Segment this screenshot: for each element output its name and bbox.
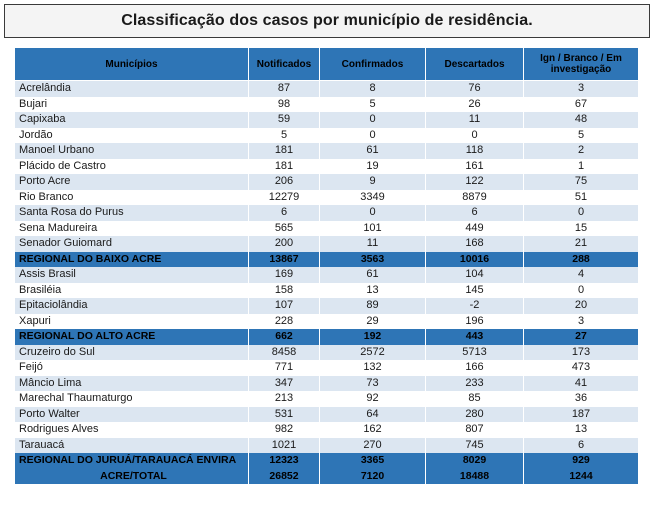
ign-cell: 3 — [524, 81, 639, 97]
header-notificados: Notificados — [249, 48, 320, 81]
table-row — [15, 128, 639, 144]
municipio-cell: Capixaba — [15, 112, 249, 128]
municipio-cell: Epitaciolândia — [15, 298, 249, 314]
notificados-cell: 771 — [249, 360, 320, 376]
cases-table — [14, 47, 639, 484]
ign-cell: 41 — [524, 376, 639, 392]
table-row — [15, 205, 639, 221]
ign-cell: 15 — [524, 221, 639, 237]
notificados-cell: 213 — [249, 391, 320, 407]
ign-cell: 51 — [524, 190, 639, 206]
table-row — [15, 314, 639, 330]
municipio-cell: Marechal Thaumaturgo — [15, 391, 249, 407]
municipio-cell: Rodrigues Alves — [15, 422, 249, 438]
confirmados-cell: 0 — [320, 205, 426, 221]
table-row — [15, 97, 639, 113]
confirmados-cell: 64 — [320, 407, 426, 423]
notificados-cell: 59 — [249, 112, 320, 128]
descartados-cell: 196 — [426, 314, 524, 330]
descartados-cell: 745 — [426, 438, 524, 454]
ign-cell: 13 — [524, 422, 639, 438]
descartados-cell: 161 — [426, 159, 524, 175]
descartados-cell: 233 — [426, 376, 524, 392]
table-row — [15, 345, 639, 361]
confirmados-cell: 29 — [320, 314, 426, 330]
notificados-cell: 169 — [249, 267, 320, 283]
table-row — [15, 159, 639, 175]
confirmados-cell: 11 — [320, 236, 426, 252]
municipio-cell: Mâncio Lima — [15, 376, 249, 392]
municipio-cell: Feijó — [15, 360, 249, 376]
notificados-cell: 565 — [249, 221, 320, 237]
municipio-cell: Jordão — [15, 128, 249, 144]
ign-cell: 75 — [524, 174, 639, 190]
confirmados-cell: 19 — [320, 159, 426, 175]
notificados-cell: 982 — [249, 422, 320, 438]
confirmados-cell: 5 — [320, 97, 426, 113]
confirmados-cell: 132 — [320, 360, 426, 376]
descartados-cell: 11 — [426, 112, 524, 128]
regional-subtotal-row — [15, 252, 639, 268]
municipio-cell: REGIONAL DO BAIXO ACRE — [15, 252, 249, 268]
confirmados-cell: 73 — [320, 376, 426, 392]
confirmados-cell: 61 — [320, 143, 426, 159]
table-header-row — [15, 48, 639, 81]
municipio-cell: Acrelândia — [15, 81, 249, 97]
table-row — [15, 174, 639, 190]
notificados-cell: 181 — [249, 159, 320, 175]
municipio-cell: Manoel Urbano — [15, 143, 249, 159]
descartados-cell: 443 — [426, 329, 524, 345]
confirmados-cell: 270 — [320, 438, 426, 454]
table-row — [15, 298, 639, 314]
ign-cell: 187 — [524, 407, 639, 423]
descartados-cell: 168 — [426, 236, 524, 252]
confirmados-cell: 0 — [320, 112, 426, 128]
ign-cell: 288 — [524, 252, 639, 268]
municipio-cell: Bujari — [15, 97, 249, 113]
descartados-cell: 8879 — [426, 190, 524, 206]
descartados-cell: 807 — [426, 422, 524, 438]
notificados-cell: 662 — [249, 329, 320, 345]
municipio-cell: Santa Rosa do Purus — [15, 205, 249, 221]
table-body — [15, 81, 639, 485]
ign-cell: 5 — [524, 128, 639, 144]
table-row — [15, 438, 639, 454]
confirmados-cell: 2572 — [320, 345, 426, 361]
descartados-cell: 76 — [426, 81, 524, 97]
notificados-cell: 1021 — [249, 438, 320, 454]
municipio-cell: Assis Brasil — [15, 267, 249, 283]
notificados-cell: 531 — [249, 407, 320, 423]
header-municipios: Municípios — [15, 48, 249, 81]
municipio-cell: Plácido de Castro — [15, 159, 249, 175]
ign-cell: 4 — [524, 267, 639, 283]
ign-cell: 27 — [524, 329, 639, 345]
table-row — [15, 236, 639, 252]
ign-cell: 929 — [524, 453, 639, 469]
page-title: Classificação dos casos por município de residência. — [121, 12, 533, 29]
descartados-cell: 10016 — [426, 252, 524, 268]
municipio-cell: Senador Guiomard — [15, 236, 249, 252]
table-row — [15, 283, 639, 299]
table-row — [15, 190, 639, 206]
notificados-cell: 200 — [249, 236, 320, 252]
municipio-cell: REGIONAL DO ALTO ACRE — [15, 329, 249, 345]
confirmados-cell: 101 — [320, 221, 426, 237]
descartados-cell: 6 — [426, 205, 524, 221]
table-row — [15, 221, 639, 237]
municipio-cell: Porto Acre — [15, 174, 249, 190]
notificados-cell: 26852 — [249, 469, 320, 485]
descartados-cell: 85 — [426, 391, 524, 407]
notificados-cell: 228 — [249, 314, 320, 330]
ign-cell: 6 — [524, 438, 639, 454]
municipio-cell: Sena Madureira — [15, 221, 249, 237]
descartados-cell: 449 — [426, 221, 524, 237]
municipio-cell: Cruzeiro do Sul — [15, 345, 249, 361]
table-row — [15, 267, 639, 283]
confirmados-cell: 8 — [320, 81, 426, 97]
title-box — [4, 4, 650, 38]
grand-total-row — [15, 469, 639, 485]
municipio-cell: REGIONAL DO JURUÁ/TARAUACÁ ENVIRA — [15, 453, 249, 469]
header-descartados: Descartados — [426, 48, 524, 81]
ign-cell: 20 — [524, 298, 639, 314]
ign-cell: 0 — [524, 205, 639, 221]
descartados-cell: 104 — [426, 267, 524, 283]
notificados-cell: 347 — [249, 376, 320, 392]
notificados-cell: 12323 — [249, 453, 320, 469]
ign-cell: 67 — [524, 97, 639, 113]
notificados-cell: 5 — [249, 128, 320, 144]
confirmados-cell: 3563 — [320, 252, 426, 268]
ign-cell: 3 — [524, 314, 639, 330]
notificados-cell: 181 — [249, 143, 320, 159]
table-row — [15, 112, 639, 128]
ign-cell: 473 — [524, 360, 639, 376]
confirmados-cell: 3349 — [320, 190, 426, 206]
table-row — [15, 407, 639, 423]
table-row — [15, 360, 639, 376]
descartados-cell: 0 — [426, 128, 524, 144]
notificados-cell: 158 — [249, 283, 320, 299]
descartados-cell: 118 — [426, 143, 524, 159]
table-row — [15, 81, 639, 97]
confirmados-cell: 7120 — [320, 469, 426, 485]
confirmados-cell: 92 — [320, 391, 426, 407]
notificados-cell: 13867 — [249, 252, 320, 268]
table-row — [15, 422, 639, 438]
municipio-cell: Rio Branco — [15, 190, 249, 206]
ign-cell: 173 — [524, 345, 639, 361]
ign-cell: 1 — [524, 159, 639, 175]
descartados-cell: 5713 — [426, 345, 524, 361]
descartados-cell: 166 — [426, 360, 524, 376]
confirmados-cell: 192 — [320, 329, 426, 345]
regional-subtotal-row — [15, 453, 639, 469]
municipio-cell: Tarauacá — [15, 438, 249, 454]
notificados-cell: 12279 — [249, 190, 320, 206]
ign-cell: 36 — [524, 391, 639, 407]
table-row — [15, 376, 639, 392]
notificados-cell: 107 — [249, 298, 320, 314]
descartados-cell: 122 — [426, 174, 524, 190]
table-row — [15, 143, 639, 159]
header-ign-branco-investigacao: Ign / Branco / Em investigação — [524, 48, 639, 81]
municipio-cell: Porto Walter — [15, 407, 249, 423]
ign-cell: 2 — [524, 143, 639, 159]
ign-cell: 0 — [524, 283, 639, 299]
descartados-cell: -2 — [426, 298, 524, 314]
municipio-cell: ACRE/TOTAL — [15, 469, 249, 485]
municipio-cell: Brasiléia — [15, 283, 249, 299]
descartados-cell: 280 — [426, 407, 524, 423]
confirmados-cell: 9 — [320, 174, 426, 190]
header-confirmados: Confirmados — [320, 48, 426, 81]
table-row — [15, 391, 639, 407]
notificados-cell: 87 — [249, 81, 320, 97]
notificados-cell: 98 — [249, 97, 320, 113]
notificados-cell: 206 — [249, 174, 320, 190]
confirmados-cell: 0 — [320, 128, 426, 144]
descartados-cell: 26 — [426, 97, 524, 113]
notificados-cell: 8458 — [249, 345, 320, 361]
descartados-cell: 8029 — [426, 453, 524, 469]
regional-subtotal-row — [15, 329, 639, 345]
confirmados-cell: 61 — [320, 267, 426, 283]
descartados-cell: 145 — [426, 283, 524, 299]
municipio-cell: Xapuri — [15, 314, 249, 330]
ign-cell: 48 — [524, 112, 639, 128]
ign-cell: 1244 — [524, 469, 639, 485]
descartados-cell: 18488 — [426, 469, 524, 485]
confirmados-cell: 89 — [320, 298, 426, 314]
confirmados-cell: 13 — [320, 283, 426, 299]
confirmados-cell: 3365 — [320, 453, 426, 469]
notificados-cell: 6 — [249, 205, 320, 221]
ign-cell: 21 — [524, 236, 639, 252]
confirmados-cell: 162 — [320, 422, 426, 438]
